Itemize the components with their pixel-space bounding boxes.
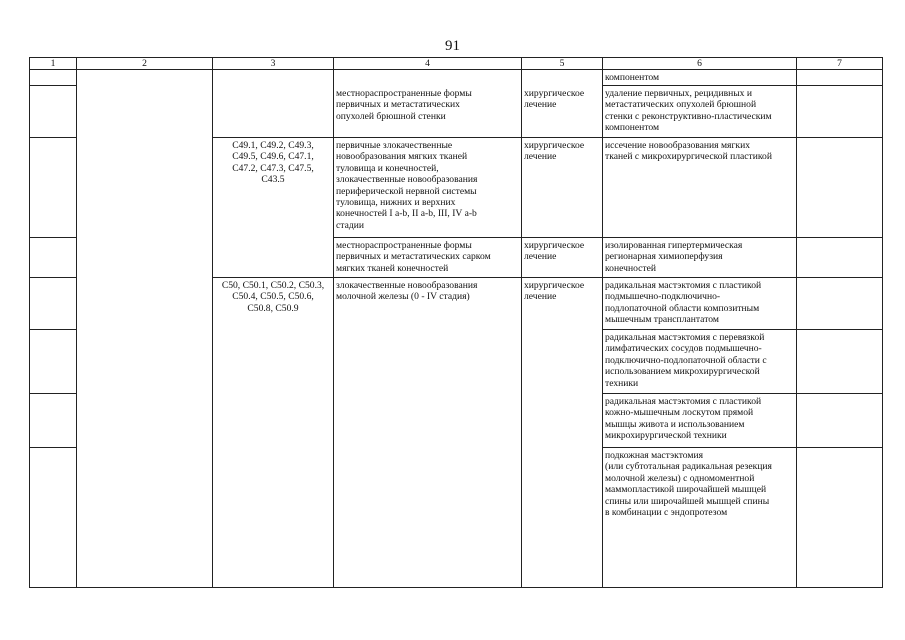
cell-col1 — [30, 278, 77, 330]
text-line: спины или широчайшей мышцей спины — [605, 495, 770, 507]
text-line: конечностей I a-b, II a-b, III, IV a-b — [336, 208, 477, 220]
text-line: (или субтотальная радикальная резекция — [605, 461, 772, 473]
cell-diagnosis — [334, 238, 522, 278]
text-line: использованием микрохирургической — [605, 366, 760, 378]
text-line: кожно-мышечным лоскутом прямой — [605, 407, 754, 419]
text-line: молочной железы) с одномоментной — [605, 472, 755, 484]
text-line: периферической нервной системы — [336, 185, 477, 197]
procedures-table — [29, 57, 883, 588]
cell-icd-codes — [213, 278, 334, 588]
column-number-row — [30, 58, 883, 70]
text-line: мышцы живота и использованием — [605, 418, 745, 430]
text-line: хирургическое — [524, 240, 585, 251]
text-line: злокачественные новообразования — [336, 174, 478, 186]
text-line: C50.8, C50.9 — [247, 302, 299, 314]
cell-method — [603, 394, 797, 448]
cell-col7 — [797, 86, 883, 138]
text-line: изолированная гипертермическая — [605, 240, 743, 251]
cell-treatment-type — [522, 86, 603, 138]
text-line: подмышечно-подключично- — [605, 291, 721, 303]
column-number: 2 — [77, 58, 213, 70]
cell-treatment-type — [522, 278, 603, 588]
text-line: радикальная мастэктомия с пластикой — [605, 396, 762, 407]
text-line: туловища, нижних и верхних — [336, 197, 456, 209]
text-line: опухолей брюшной стенки — [336, 110, 446, 122]
text-line: C49.5, C49.6, C47.1, — [232, 151, 314, 163]
column-number: 3 — [213, 58, 334, 70]
text-line: микрохирургической техники — [605, 430, 727, 442]
text-line: подключично-подлопаточной области с — [605, 354, 767, 366]
cell-diagnosis — [334, 70, 522, 86]
column-number: 7 — [797, 58, 883, 70]
cell-col1 — [30, 138, 77, 238]
cell-col1 — [30, 394, 77, 448]
text-line: C50, C50.1, C50.2, C50.3, — [221, 280, 325, 291]
column-number: 1 — [30, 58, 77, 70]
text-line: радикальная мастэктомия с перевязкой — [605, 332, 765, 343]
text-line: лечение — [524, 151, 557, 163]
column-number: 4 — [334, 58, 522, 70]
cell-col7 — [797, 394, 883, 448]
table-row — [30, 70, 883, 86]
cell-icd-codes — [213, 86, 334, 138]
cell-treatment-type — [522, 138, 603, 238]
text-line: местнораспространенные формы — [336, 240, 472, 251]
text-line: маммопластикой широчайшей мышцей — [605, 484, 767, 496]
text-line: молочной железы (0 - IV стадия) — [336, 291, 470, 303]
cell-diagnosis — [334, 86, 522, 138]
cell-col7 — [797, 330, 883, 394]
text-line: компонентом — [605, 72, 660, 83]
text-line: туловища и конечностей, — [336, 162, 439, 174]
cell-diagnosis — [334, 278, 522, 588]
text-line: конечностей — [605, 262, 656, 274]
text-line: лечение — [524, 291, 557, 303]
cell-col7 — [797, 138, 883, 238]
text-line: лимфатических сосудов подмышечно- — [605, 343, 762, 355]
text-line: компонентом — [605, 122, 660, 134]
text-line: регионарная химиоперфузия — [605, 251, 723, 263]
text-line: метастатических опухолей брюшной — [605, 99, 757, 111]
cell-col1 — [30, 86, 77, 138]
text-line: мышечным трансплантатом — [605, 314, 719, 326]
text-line: в комбинации с эндопротезом — [605, 507, 728, 519]
text-line: радикальная мастэктомия с пластикой — [605, 280, 762, 291]
text-line: тканей с микрохирургической пластикой — [605, 151, 772, 163]
text-line: стенки с реконструктивно-пластическим — [605, 110, 772, 122]
cell-col1 — [30, 448, 77, 588]
text-line: злокачественные новообразования — [336, 280, 478, 291]
text-line: новообразования мягких тканей — [336, 151, 468, 163]
text-line: C43.5 — [261, 174, 285, 186]
cell-col7 — [797, 278, 883, 330]
cell-diagnosis — [334, 138, 522, 238]
text-line: подлопаточной области композитным — [605, 302, 760, 314]
cell-method — [603, 70, 797, 86]
cell-col7 — [797, 238, 883, 278]
text-line: лечение — [524, 251, 557, 263]
text-line: подкожная мастэктомия — [605, 450, 704, 461]
cell-icd-codes — [213, 138, 334, 278]
text-line: первичных и метастатических сарком — [336, 251, 491, 263]
text-line: удаление первичных, рецидивных и — [605, 88, 753, 99]
text-line: C49.1, C49.2, C49.3, — [232, 140, 314, 151]
text-line: местнораспространенные формы — [336, 88, 472, 99]
cell-method — [603, 86, 797, 138]
text-line: хирургическое — [524, 140, 585, 151]
cell-method — [603, 138, 797, 238]
cell-method — [603, 238, 797, 278]
cell-col7 — [797, 70, 883, 86]
text-line: мягких тканей конечностей — [336, 262, 449, 274]
text-line: первичных и метастатических — [336, 99, 460, 111]
text-line: C50.4, C50.5, C50.6, — [232, 291, 314, 303]
text-line: техники — [605, 377, 639, 389]
column-number: 6 — [603, 58, 797, 70]
cell-method — [603, 330, 797, 394]
text-line: лечение — [524, 99, 557, 111]
cell-col2 — [77, 70, 213, 588]
cell-treatment-type — [522, 70, 603, 86]
cell-col1 — [30, 330, 77, 394]
text-line: стадии — [336, 219, 364, 231]
cell-method — [603, 278, 797, 330]
cell-treatment-type — [522, 238, 603, 278]
cell-icd-codes — [213, 70, 334, 86]
text-line: хирургическое — [524, 88, 585, 99]
page-number: 91 — [445, 38, 460, 54]
column-number: 5 — [522, 58, 603, 70]
text-line: C47.2, C47.3, C47.5, — [232, 162, 314, 174]
cell-method — [603, 448, 797, 588]
cell-col1 — [30, 238, 77, 278]
text-line: первичные злокачественные — [336, 140, 453, 151]
text-line: хирургическое — [524, 280, 585, 291]
cell-col7 — [797, 448, 883, 588]
text-line: иссечение новообразования мягких — [605, 140, 751, 151]
cell-col1 — [30, 70, 77, 86]
